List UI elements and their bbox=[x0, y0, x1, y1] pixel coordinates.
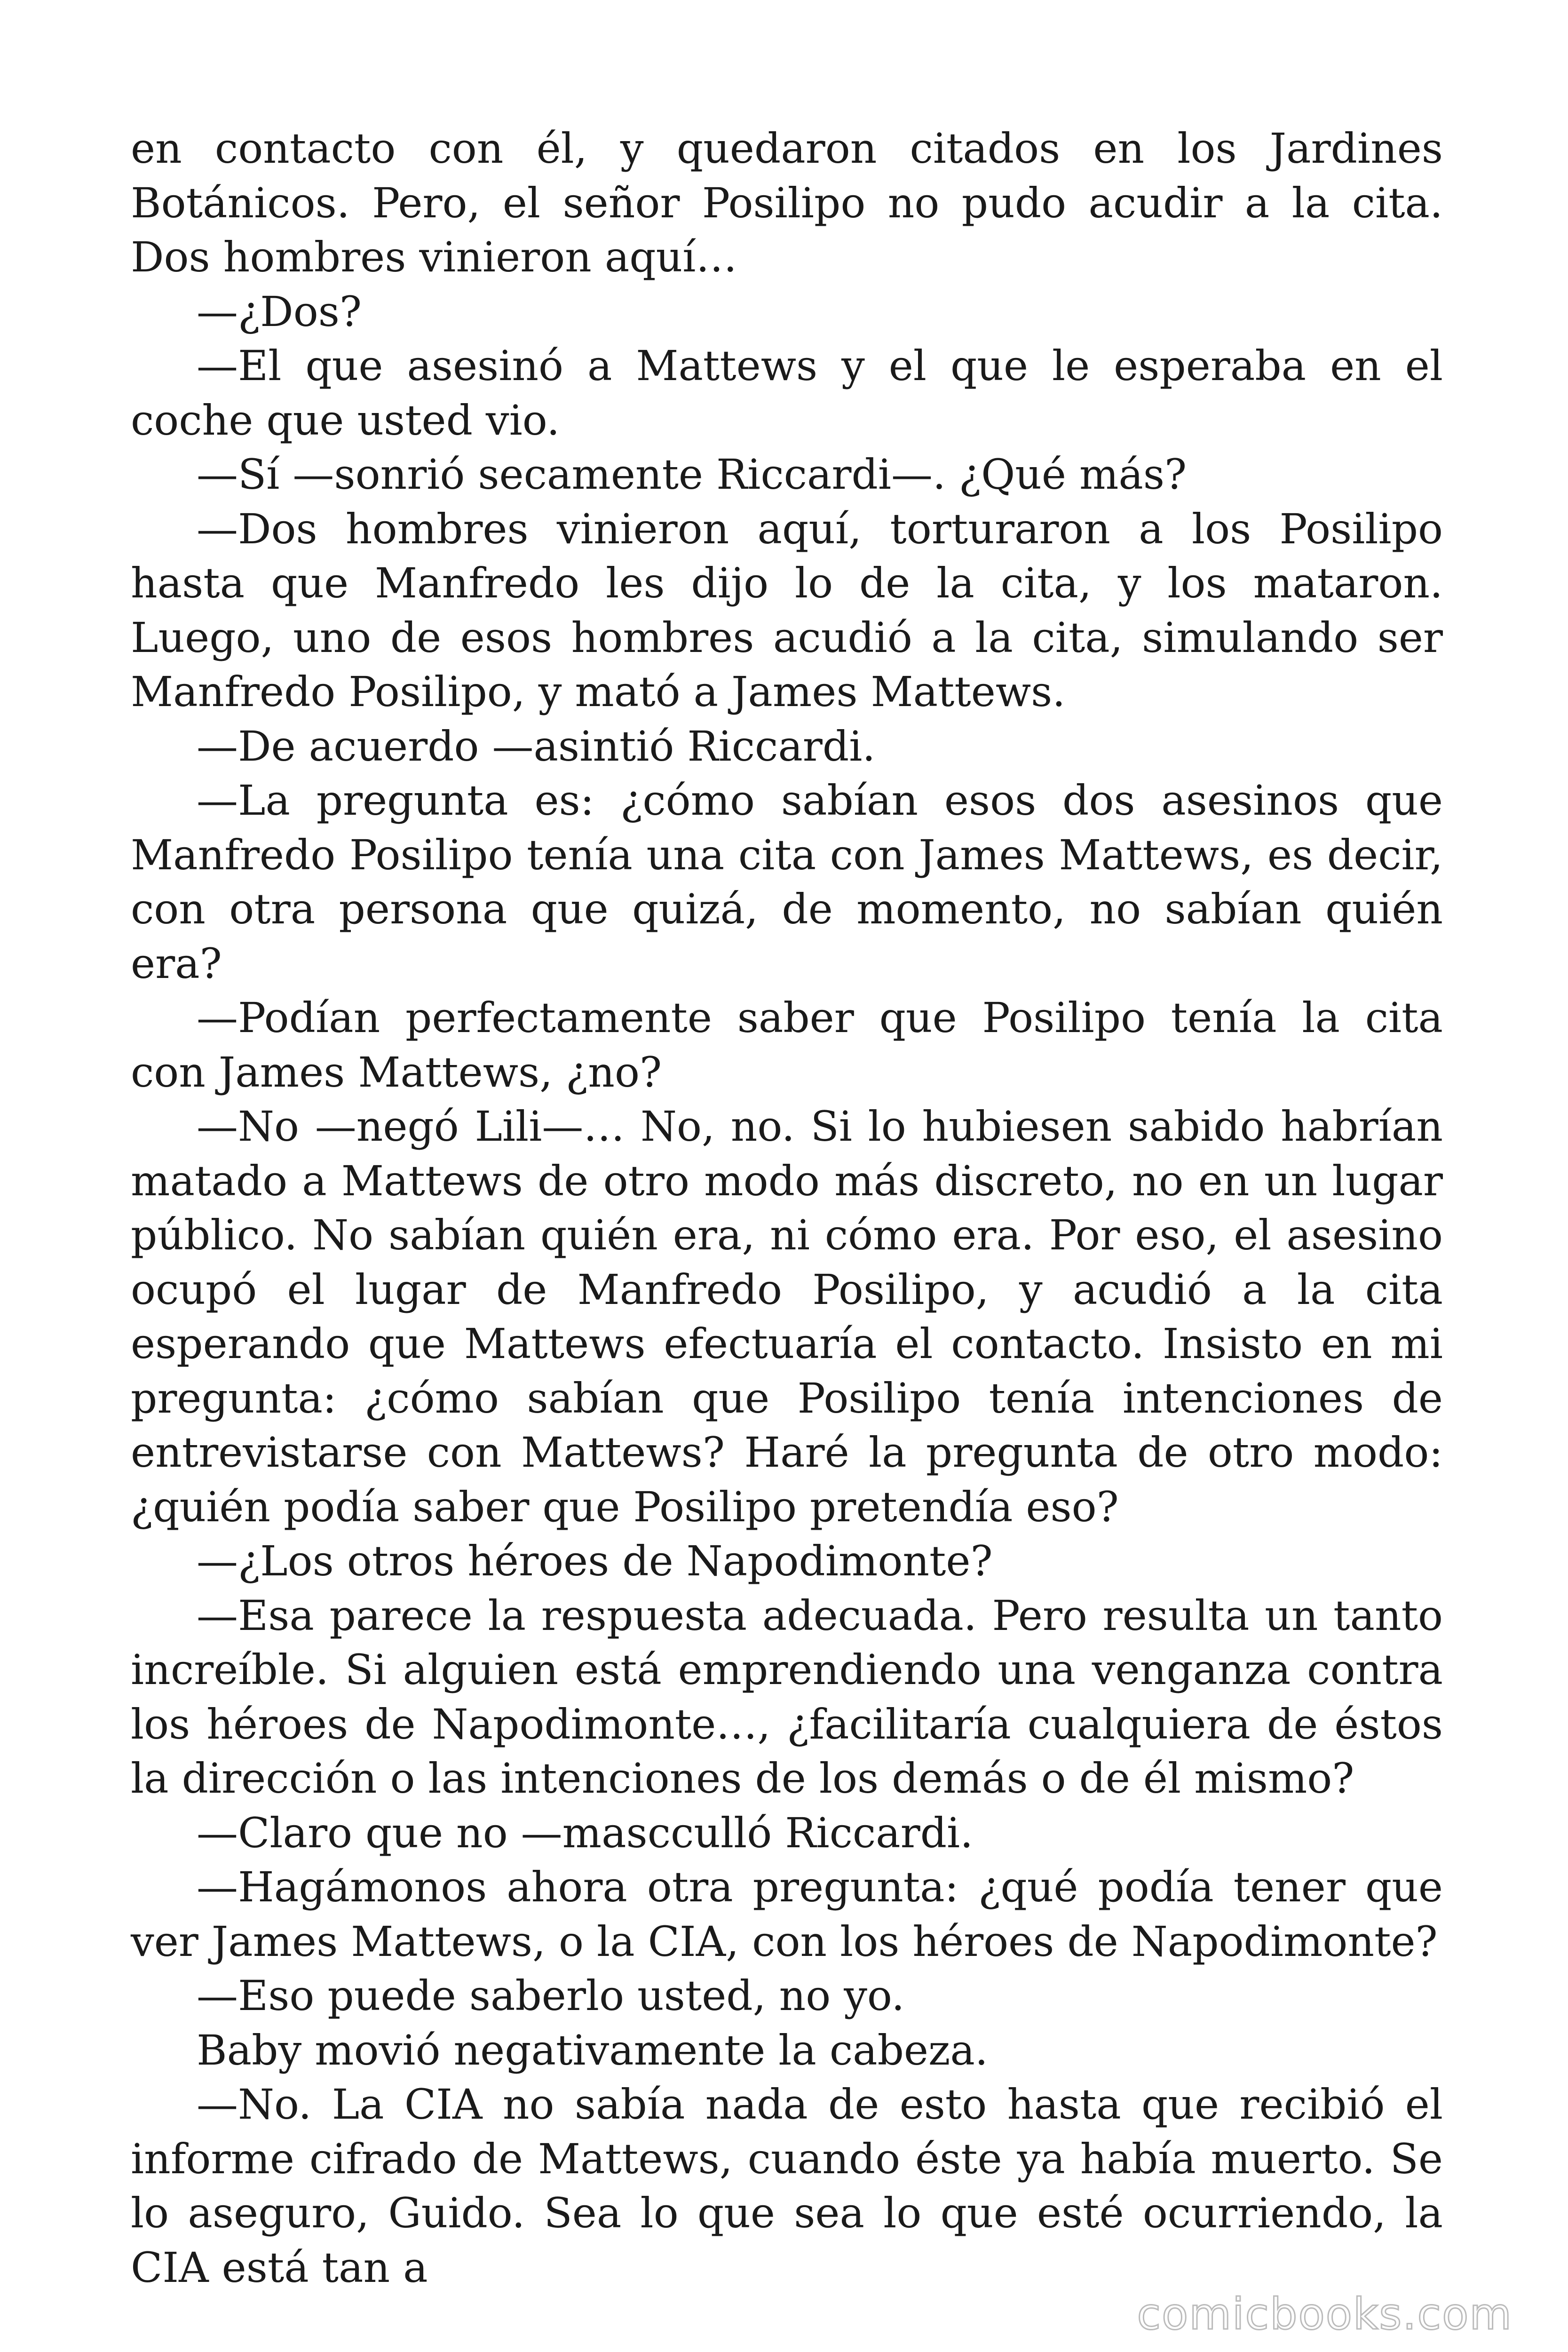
paragraph: —No. La CIA no sabía nada de esto hasta que recibió el informe cifrado de Mattews, cuando éste ya había muerto. Se lo aseguro, Guido. Sea lo que sea lo que esté ocurriendo, la CIA está tan a bbox=[131, 2080, 1443, 2292]
paragraph: —Podían perfectamente saber que Posilipo tenía la cita con James Mattews, ¿no? bbox=[131, 993, 1443, 1097]
paragraph: —El que asesinó a Mattews y el que le esperaba en el coche que usted vio. bbox=[131, 342, 1443, 445]
paragraph: —De acuerdo —asintió Riccardi. bbox=[197, 722, 876, 771]
paragraph: —No —negó Lili—… No, no. Si lo hubiesen sabido habrían matado a Mattews de otro modo más discreto, no en un lugar público. No sabían quién era, ni cómo era. Por eso, el asesino ocupó el lugar de Manfredo Posilipo, y acudió a la cita esperando que Mattews efectuaría el contacto. Insisto en mi pregunta: ¿cómo sabían que Posilipo tenía intenciones de entrevistarse con Mattews? Haré la pregunta de otro modo: ¿quién podía saber que Posilipo pretendía eso? bbox=[131, 1102, 1443, 1531]
paragraph: Baby movió negativamente la cabeza. bbox=[197, 2026, 988, 2074]
paragraph: —La pregunta es: ¿cómo sabían esos dos asesinos que Manfredo Posilipo tenía una cita con James Mattews, es decir, con otra persona que quizá, de momento, no sabían quién era? bbox=[131, 776, 1443, 988]
paragraph: —Eso puede saberlo usted, no yo. bbox=[197, 1971, 905, 2020]
paragraph-continuation: en contacto con él, y quedaron citados en los Jardines Botánicos. Pero, el señor Posilipo no pudo acudir a la cita. Dos hombres vinieron aquí… bbox=[131, 124, 1443, 281]
paragraph: —Hagámonos ahora otra pregunta: ¿qué podía tener que ver James Mattews, o la CIA, con los héroes de Napodimonte? bbox=[131, 1863, 1443, 1966]
body-text bbox=[131, 121, 1443, 2295]
paragraph: —¿Los otros héroes de Napodimonte? bbox=[197, 1537, 993, 1585]
paragraph: —Sí —sonrió secamente Riccardi—. ¿Qué más? bbox=[197, 450, 1187, 499]
paragraph: —Esa parece la respuesta adecuada. Pero resulta un tanto increíble. Si alguien está emprendiendo una venganza contra los héroes de Napodimonte…, ¿facilitaría cualquiera de éstos la dirección o las intenciones de los demás o de él mismo? bbox=[131, 1591, 1443, 1803]
paragraph: —Claro que no —mascculló Riccardi. bbox=[197, 1808, 974, 1857]
watermark: comicbooks.com bbox=[1137, 2289, 1513, 2339]
paragraph: —Dos hombres vinieron aquí, torturaron a los Posilipo hasta que Manfredo les dijo lo de la cita, y los mataron. Luego, uno de esos hombres acudió a la cita, simulando ser Manfredo Posilipo, y mató a James Mattews. bbox=[131, 504, 1443, 716]
paragraph: —¿Dos? bbox=[197, 287, 362, 336]
